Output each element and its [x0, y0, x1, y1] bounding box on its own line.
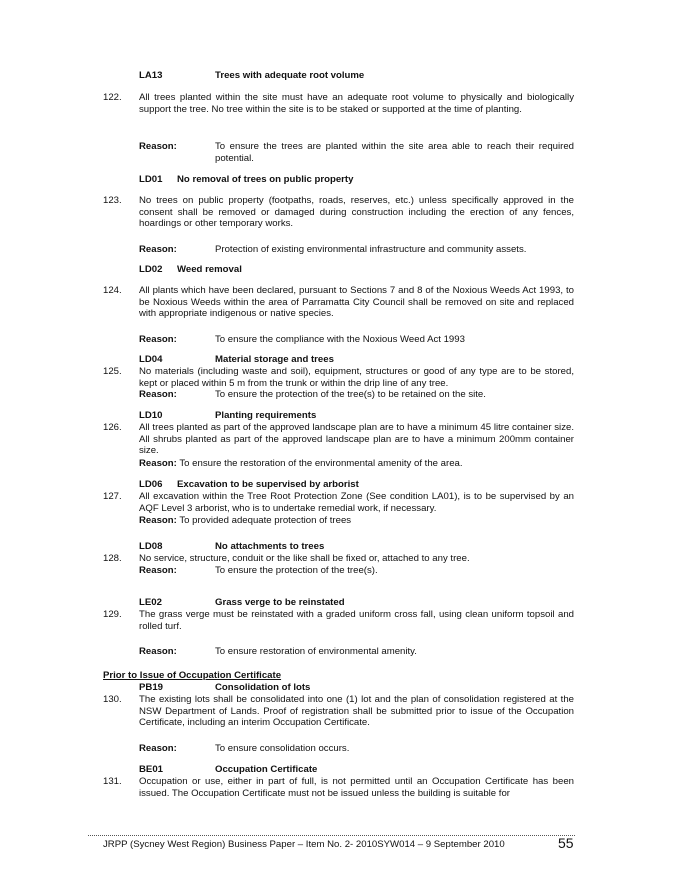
reason-label: Reason: — [139, 244, 177, 255]
condition-text: No service, structure, conduit or the like shall be fixed or, attached to any tree. — [139, 553, 470, 564]
condition-heading — [139, 764, 318, 776]
condition-title: Planting requirements — [215, 410, 317, 421]
reason-label: Reason: — [139, 743, 177, 754]
condition-title: Trees with adequate root volume — [215, 70, 365, 81]
reason-text: To ensure consolidation occurs. — [215, 743, 350, 754]
reason-line — [139, 515, 579, 527]
reason-label: Reason: — [139, 515, 177, 526]
condition-text: All plants which have been declared, pursuant to Sections 7 and 8 of the Noxious Weeds Act 1993, to be Noxious Weeds within the area of Parramatta City Council shall be removed on site and replaced with appropriate indigenous or native species. — [139, 285, 574, 319]
footer-text: JRPP (Sycney West Region) Business Paper – Item No. 2- 2010SYW014 – 9 September 2010 — [103, 839, 505, 850]
condition-number: 131. — [103, 776, 122, 787]
condition-text: All excavation within the Tree Root Protection Zone (See condition LA01), is to be supervised by an AQF Level 3 arborist, who is to undertake remedial work, if necessary. — [139, 491, 574, 514]
condition-number: 129. — [103, 609, 122, 620]
condition-code: LD06 — [139, 479, 163, 490]
reason-line — [139, 458, 579, 470]
condition-heading — [139, 174, 354, 186]
condition-number: 128. — [103, 553, 122, 564]
condition-text: No materials (including waste and soil), equipment, structures or good of any type are to be stored, kept or placed within 5 m from the trunk or within the drip line of any tree. — [139, 366, 574, 389]
condition-title: Excavation to be supervised by arborist — [177, 479, 359, 490]
reason-label: Reason: — [139, 389, 177, 400]
condition-title: Occupation Certificate — [215, 764, 318, 775]
condition-text: The grass verge must be reinstated with a graded uniform cross fall, using clean uniform topsoil and rolled turf. — [139, 609, 574, 632]
reason-label: Reason: — [139, 458, 177, 469]
condition-title: Weed removal — [177, 264, 242, 275]
condition-code: LD02 — [139, 264, 163, 275]
reason-label: Reason: — [139, 141, 177, 152]
reason-label: Reason: — [139, 646, 177, 657]
condition-code: LD04 — [139, 354, 163, 365]
condition-heading — [139, 70, 365, 82]
condition-title: No removal of trees on public property — [177, 174, 354, 185]
condition-heading — [139, 682, 311, 694]
condition-heading — [139, 410, 317, 422]
condition-text: All trees planted as part of the approved landscape plan are to have a minimum 45 litre container size. All shrubs planted as part of the approved landscape plan are to have a minimum 200mm container size. — [139, 422, 574, 456]
condition-number: 123. — [103, 195, 122, 206]
condition-heading — [139, 354, 334, 366]
reason-text: To ensure the restoration of the environmental amenity of the area. — [179, 458, 463, 469]
reason-label: Reason: — [139, 334, 177, 345]
condition-text: No trees on public property (footpaths, roads, reserves, etc.) unless specifically approved in the consent shall be removed or damaged during construction including the erection of any fences, hoardings or other temporary works. — [139, 195, 574, 229]
condition-code: BE01 — [139, 764, 163, 775]
reason-text: To ensure the protection of the tree(s) to be retained on the site. — [215, 389, 486, 400]
reason-text: Protection of existing environmental infrastructure and community assets. — [215, 244, 527, 255]
reason-text: To ensure the compliance with the Noxious Weed Act 1993 — [215, 334, 465, 345]
condition-number: 125. — [103, 366, 122, 377]
condition-code: LD08 — [139, 541, 163, 552]
condition-heading — [139, 597, 345, 609]
condition-title: No attachments to trees — [215, 541, 325, 552]
page-number: 55 — [558, 835, 574, 851]
condition-code: PB19 — [139, 682, 163, 693]
condition-code: LD01 — [139, 174, 163, 185]
reason-text: To ensure restoration of environmental amenity. — [215, 646, 417, 657]
condition-heading — [139, 541, 325, 553]
footer-divider — [88, 835, 575, 836]
condition-text: The existing lots shall be consolidated into one (1) lot and the plan of consolidation registered at the NSW Department of Lands. Proof of registration shall be submitted prior to issue of the Occupation Certificate, including an interim Occupation Certificate. — [139, 694, 574, 728]
condition-number: 126. — [103, 422, 122, 433]
condition-number: 130. — [103, 694, 122, 705]
condition-number: 124. — [103, 285, 122, 296]
condition-heading — [139, 479, 359, 491]
section-heading: Prior to Issue of Occupation Certificate — [103, 670, 282, 681]
condition-title: Grass verge to be reinstated — [215, 597, 345, 608]
condition-number: 127. — [103, 491, 122, 502]
condition-code: LA13 — [139, 70, 163, 81]
condition-title: Consolidation of lots — [215, 682, 311, 693]
reason-label: Reason: — [139, 565, 177, 576]
condition-number: 122. — [103, 92, 122, 103]
condition-title: Material storage and trees — [215, 354, 334, 365]
condition-code: LE02 — [139, 597, 162, 608]
condition-text: All trees planted within the site must have an adequate root volume to physically and biologically support the tree. No tree within the site is to be staked or supported at the time of planting. — [139, 92, 574, 115]
reason-text: To provided adequate protection of trees — [179, 515, 352, 526]
condition-heading — [139, 264, 242, 276]
reason-text: To ensure the trees are planted within the site area able to reach their required potential. — [215, 141, 574, 164]
condition-text: Occupation or use, either in part of full, is not permitted until an Occupation Certificate has been issued. The Occupation Certificate must not be issued unless the building is suitable for — [139, 776, 574, 799]
condition-code: LD10 — [139, 410, 163, 421]
reason-text: To ensure the protection of the tree(s). — [215, 565, 378, 576]
